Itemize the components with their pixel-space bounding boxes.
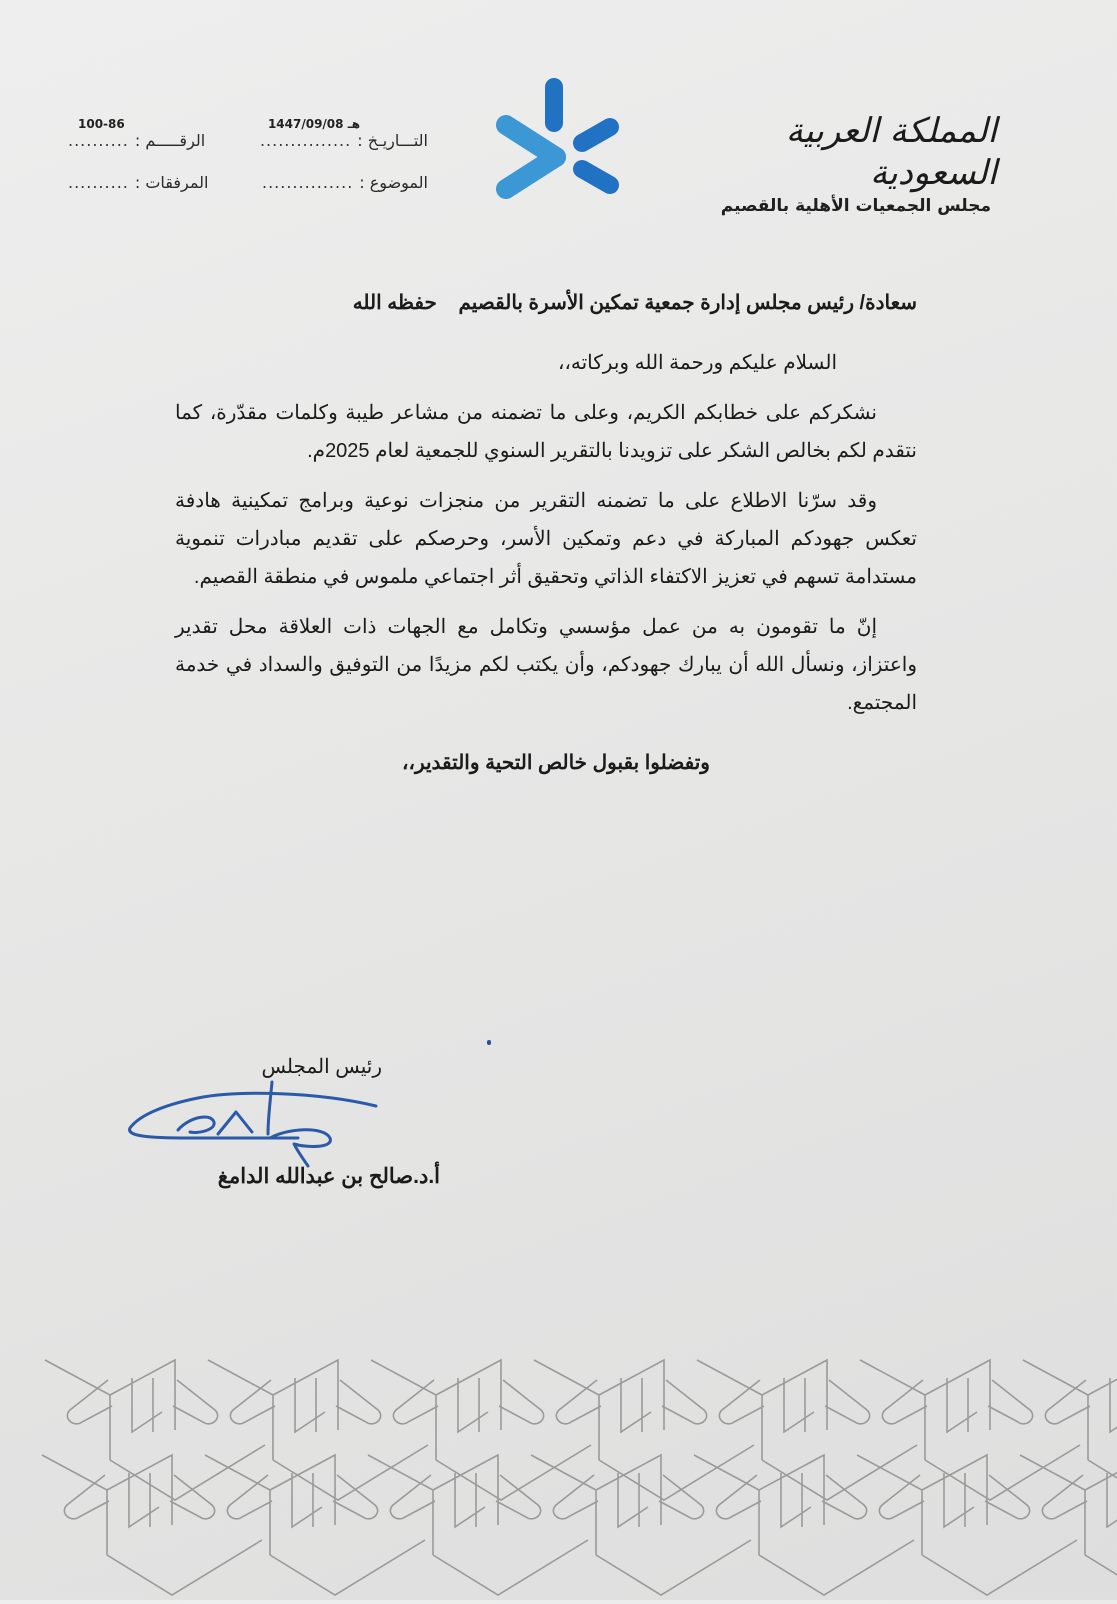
addressee-line xyxy=(175,284,917,322)
greeting: السلام عليكم ورحمة الله وبركاته،، xyxy=(557,352,837,374)
sadu-chevron-pattern-icon xyxy=(0,1330,1117,1600)
date-field xyxy=(259,117,428,150)
closing-line: وتفضلوا بقبول خالص التحية والتقدير،، xyxy=(402,752,710,774)
number-field xyxy=(68,117,206,150)
number-label: الرقـــــم : xyxy=(134,131,206,150)
reference-fields xyxy=(68,108,428,192)
reference-row-2 xyxy=(68,150,428,192)
kingdom-title: المملكة العربية السعودية xyxy=(785,111,997,193)
paragraph-report: وقد سرّنا الاطلاع على ما تضمنه التقرير من منجزات نوعية وبرامج تمكينية هادفة تعكس جهودكم المباركة في دعم وتمكين الأسر، وحرصكم على تقديم مبادرات تنموية مستدامة تسهم في تعزيز الاكتفاء الذاتي وتحقيق أثر اجتماعي ملموس في منطقة القصيم. xyxy=(175,490,917,588)
paragraph-appreciation: إنّ ما تقومون به من عمل مؤسسي وتكامل مع الجهات ذات العلاقة محل تقدير واعتزاز، ونسأل الله أن يبارك جهودكم، وأن يكتب لكم مزيدًا من التوفيق والسداد في خدمة المجتمع. xyxy=(175,616,917,714)
paragraph-thanks: نشكركم على خطابكم الكريم، وعلى ما تضمنه من مشاعر طيبة وكلمات مقدّرة، كما نتقدم لكم بخالص الشكر على تزويدنا بالتقرير السنوي للجمعية لعام 2025م. xyxy=(175,402,917,462)
attachments-field xyxy=(68,173,208,192)
asterisk-k-logo-icon xyxy=(488,73,623,225)
addressee-honorific: حفظه الله xyxy=(352,292,437,314)
subject-dots: ............... xyxy=(261,173,354,192)
addressee: سعادة/ رئيس مجلس إدارة جمعية تمكين الأسرة بالقصيم xyxy=(458,292,917,314)
number-dots: .......... xyxy=(68,131,129,150)
signatory-name: أ.د.صالح بن عبدالله الدامغ xyxy=(217,1165,440,1188)
letter-body xyxy=(175,280,917,782)
signatory-title: رئيس المجلس xyxy=(261,1056,382,1078)
date-label: التـــاريـخ : xyxy=(357,131,428,150)
council-name: مجلس الجمعيات الأهلية بالقصيم xyxy=(720,196,991,216)
attachments-dots: .......... xyxy=(68,173,129,192)
date-dots: ............... xyxy=(259,131,352,150)
handwritten-signature-icon xyxy=(118,1068,378,1168)
reference-row-1 xyxy=(68,108,428,150)
signature-block xyxy=(110,1048,440,1208)
subject-field xyxy=(262,173,428,192)
subject-label: الموضوع : xyxy=(359,173,428,192)
number-value: 100-86 xyxy=(78,117,125,131)
attachments-label: المرفقات : xyxy=(134,173,209,192)
organization-crest xyxy=(707,110,997,216)
date-value: 1447/09/08 هـ xyxy=(267,117,361,131)
ink-dot xyxy=(487,1040,491,1045)
